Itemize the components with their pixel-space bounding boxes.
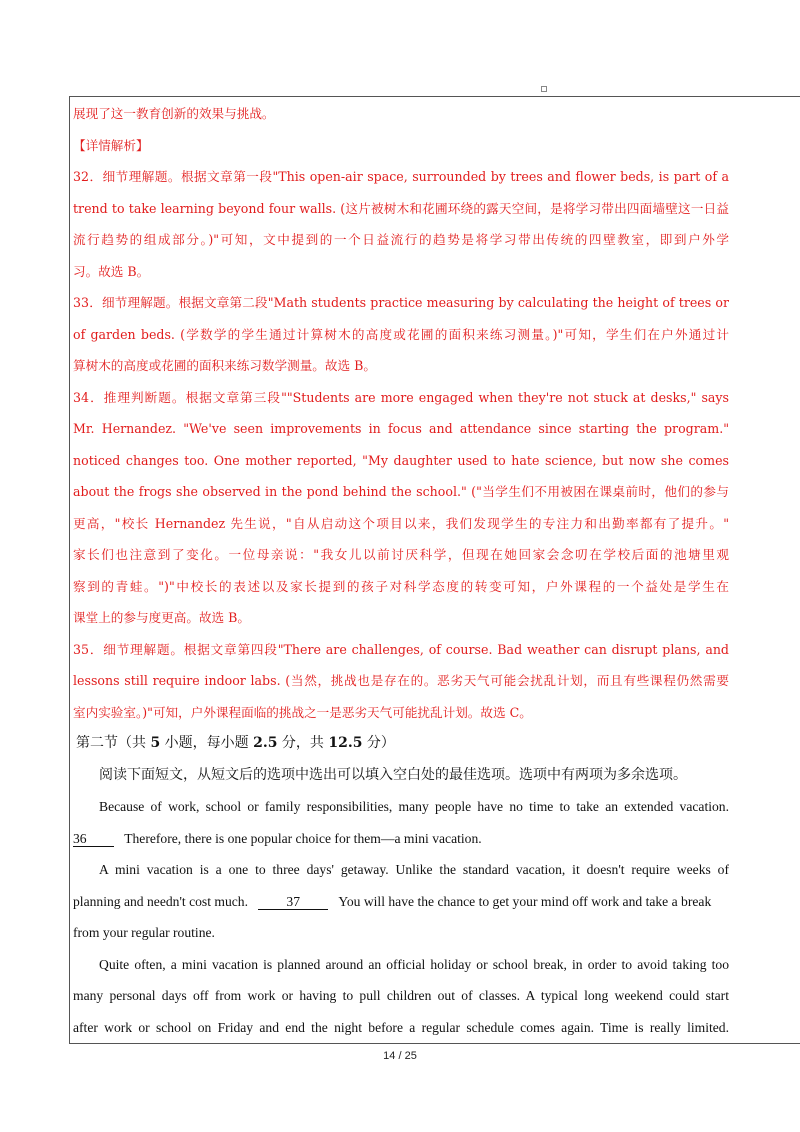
explanation-line: 习。故选 B。 <box>73 263 150 279</box>
page-number: 14 / 25 <box>383 1050 417 1062</box>
content-area <box>73 98 729 1043</box>
explanation-line: 33．细节理解题。根据文章第二段"Math students practice measuring by calculating the height of trees or <box>73 295 729 310</box>
explanation-line: about the frogs she observed in the pond behind the school." ("当学生们不用被困在课桌前时，他们的参与 <box>73 484 729 499</box>
passage-line <box>73 886 729 918</box>
explanation-line: 34．推理判断题。根据文章第三段""Students are more engaged when they're not stuck at desks," says <box>73 389 729 405</box>
explanation-line: 室内实验室。)"可知，户外课程面临的挑战之一是恶劣天气可能扰乱计划。故选 C。 <box>73 704 532 720</box>
explanation-line: Mr. Hernandez. "We've seen improvements in focus and attendance since starting the program." <box>73 421 729 436</box>
explanation-line: 流行趋势的组成部分。)"可知，文中提到的一个日益流行的趋势是将学习带出传统的四壁教室，即到户外学 <box>73 232 729 247</box>
explanation-line: 32．细节理解题。根据文章第一段"This open-air space, surrounded by trees and flower beds, is part of a <box>73 169 729 184</box>
blank-37[interactable]: 37 <box>258 895 328 910</box>
passage-text: Therefore, there is one popular choice for them—a mini vacation. <box>124 830 482 846</box>
section-title-prefix: 第二节（共 <box>76 735 151 751</box>
header-marker <box>541 86 547 92</box>
section-title-text: 分，共 <box>277 735 329 751</box>
explanation-line: 家长们也注意到了变化。一位母亲说："我女儿以前讨厌科学，但现在她回家会念叨在学校后面的池塘里观 <box>73 547 729 562</box>
explanation-line: 察到的青蛙。")"中校长的表述以及家长提到的孩子对科学态度的转变可知，户外课程的一个益处是学生在 <box>73 578 729 594</box>
explanation-line: of garden beds. (学数学的学生通过计算树木的高度或花圃的面积来练习测量。)"可知，学生们在户外通过计 <box>73 326 729 342</box>
explanation-line: trend to take learning beyond four walls. (这片被树木和花圃环绕的露天空间，是将学习带出四面墙壁这一日益 <box>73 200 729 216</box>
explanation-line: 更高，"校长 Hernandez 先生说，"自从启动这个项目以来，我们发现学生的专注力和出勤率都有了提升。" <box>73 515 729 531</box>
blank-36[interactable]: 36 <box>73 832 114 847</box>
passage-line: from your regular routine. <box>73 925 215 940</box>
section-points-total: 12.5 <box>328 735 363 751</box>
section-points-each: 2.5 <box>253 735 278 751</box>
passage-line: many personal days off from work or having to pull children out of classes. A typical long weekend could start <box>73 988 729 1003</box>
analysis-heading: 【详情解析】 <box>73 137 149 153</box>
passage-line: Because of work, school or family responsibilities, many people have no time to take an extended vacation. <box>99 799 729 814</box>
passage-text: You will have the chance to get your mind off work and take a break <box>338 893 712 909</box>
passage-line: after work or school on Friday and end the night before a regular schedule comes again. Time is really limited. <box>73 1019 729 1035</box>
explanation-line: noticed changes too. One mother reported, "My daughter used to hate science, but now she comes <box>73 452 729 468</box>
instructions: 阅读下面短文，从短文后的选项中选出可以填入空白处的最佳选项。选项中有两项为多余选项。 <box>99 766 687 783</box>
passage-text: planning and needn't cost much. <box>73 893 248 909</box>
section-title <box>76 728 729 760</box>
explanation-line: 展现了这一教育创新的效果与挑战。 <box>73 106 275 121</box>
passage-line: A mini vacation is a one to three days' getaway. Unlike the standard vacation, it doesn't require weeks of <box>99 862 729 877</box>
section-title-text: 小题，每小题 <box>160 735 254 751</box>
explanation-line: 算树木的高度或花圃的面积来练习数学测量。故选 B。 <box>73 358 376 373</box>
explanation-line: lessons still require indoor labs. (当然，挑战也是存在的。恶劣天气可能会扰乱计划，而且有些课程仍然需要 <box>73 673 729 688</box>
passage-line: Quite often, a mini vacation is planned around an official holiday or school break, in order to avoid taking too <box>99 956 729 972</box>
section-question-count: 5 <box>150 735 161 751</box>
passage-line <box>73 823 729 855</box>
explanation-line: 课堂上的参与度更高。故选 B。 <box>73 610 250 625</box>
explanation-line: 35．细节理解题。根据文章第四段"There are challenges, of course. Bad weather can disrupt plans, and <box>73 641 729 657</box>
section-title-suffix: 分） <box>362 735 395 751</box>
